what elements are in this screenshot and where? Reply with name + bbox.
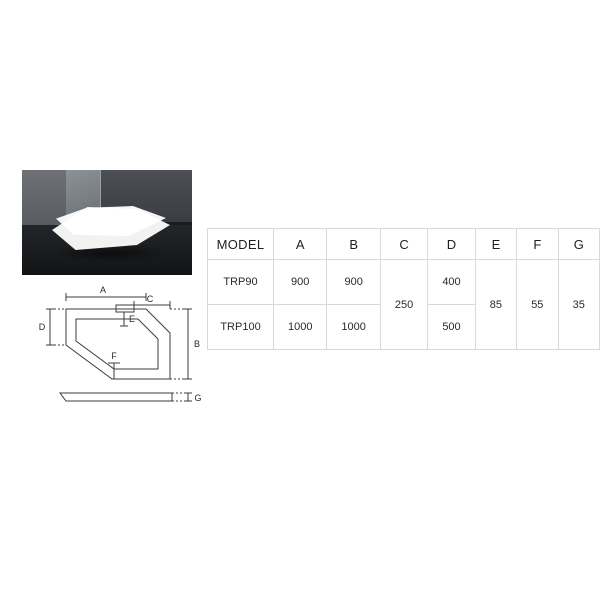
specification-table	[207, 228, 600, 350]
dim-label-d: D	[38, 322, 46, 332]
drawing-svg	[20, 283, 205, 423]
cell-b-trp100: 1000	[327, 305, 380, 350]
tray-side-profile	[60, 393, 172, 401]
cell-a-trp100: 1000	[274, 305, 327, 350]
table-header-a: A	[274, 229, 327, 260]
dim-label-f: F	[111, 351, 117, 361]
table-header-b: B	[327, 229, 380, 260]
table-header-row	[208, 229, 600, 260]
dim-label-e: E	[128, 314, 136, 324]
cell-model-trp90: TRP90	[208, 260, 274, 305]
dim-label-g: G	[194, 393, 202, 403]
cell-c-shared: 250	[380, 260, 427, 350]
table-body	[208, 260, 600, 350]
cell-e-shared: 85	[475, 260, 516, 350]
cell-d-trp100: 500	[428, 305, 475, 350]
cell-g-shared: 35	[558, 260, 599, 350]
table-header-f: F	[517, 229, 558, 260]
dim-label-c: C	[146, 294, 154, 304]
dim-label-b: B	[193, 339, 201, 349]
table-header-g: G	[558, 229, 599, 260]
product-photo	[22, 170, 192, 275]
cell-f-shared: 55	[517, 260, 558, 350]
table-header-c: C	[380, 229, 427, 260]
dim-label-a: A	[99, 285, 107, 295]
table-header-model: MODEL	[208, 229, 274, 260]
table-header-d: D	[428, 229, 475, 260]
table-row	[208, 260, 600, 305]
cell-b-trp90: 900	[327, 260, 380, 305]
table-header-e: E	[475, 229, 516, 260]
cell-a-trp90: 900	[274, 260, 327, 305]
cell-model-trp100: TRP100	[208, 305, 274, 350]
technical-drawing	[20, 283, 205, 423]
cell-d-trp90: 400	[428, 260, 475, 305]
photo-wall-left	[22, 170, 66, 232]
table-header	[208, 229, 600, 260]
